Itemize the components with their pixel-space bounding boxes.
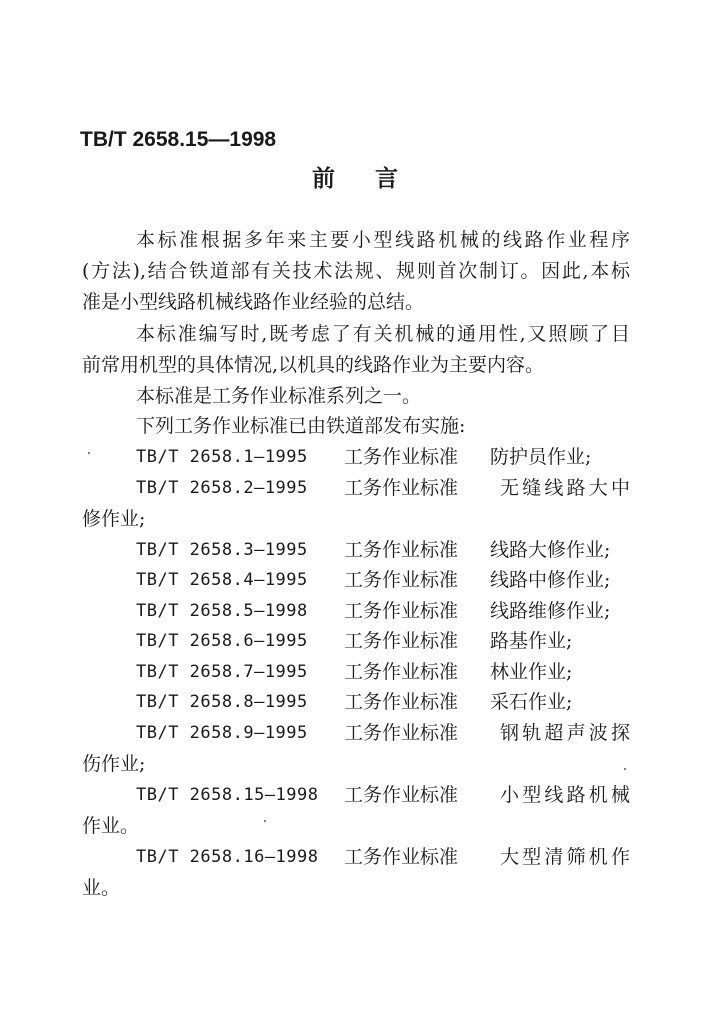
standard-entry-code: TB/T 2658.7—1995 <box>136 662 308 682</box>
standard-entry-10-continuation: 作业。 <box>82 815 140 837</box>
standard-entry-code: TB/T 2658.1—1995 <box>136 447 308 467</box>
standard-entry-code: TB/T 2658.15—1998 <box>136 785 319 805</box>
standard-entry-title: 小型线路机械 <box>500 784 630 806</box>
scan-speck <box>88 452 90 454</box>
standard-entry-title: 线路大修作业; <box>490 539 611 561</box>
standard-entry-2-continuation: 修作业; <box>82 508 146 530</box>
paragraph-1-line-1: 本标准根据多年来主要小型线路机械的线路作业程序 <box>136 229 630 251</box>
paragraph-1-line-3: 准是小型线路机械线路作业经验的总结。 <box>82 291 425 313</box>
paragraph-2-line-2: 前常用机型的具体情况,以机具的线路作业为主要内容。 <box>82 354 545 376</box>
standard-entry-title: 线路维修作业; <box>490 600 611 622</box>
standard-entry-title: 林业作业; <box>490 661 573 683</box>
standard-entry-category: 工务作业标准 <box>344 691 459 713</box>
paragraph-1-line-2: (方法),结合铁道部有关技术法规、规则首次制订。因此,本标 <box>82 260 630 282</box>
standard-entry-code: TB/T 2658.4—1995 <box>136 570 308 590</box>
standard-entry-title: 路基作业; <box>490 630 573 652</box>
scan-speck <box>264 820 266 822</box>
standard-entry-title: 线路中修作业; <box>490 569 611 591</box>
standard-entry-code: TB/T 2658.8—1995 <box>136 692 308 712</box>
standard-entry-category: 工务作业标准 <box>344 846 459 868</box>
standard-entry-category: 工务作业标准 <box>344 784 459 806</box>
standard-entry-title: 钢轨超声波探 <box>500 722 630 744</box>
standard-entry-category: 工务作业标准 <box>344 600 459 622</box>
standard-entry-category: 工务作业标准 <box>344 661 459 683</box>
standard-entry-title: 采石作业; <box>490 691 573 713</box>
standard-entry-category: 工务作业标准 <box>344 446 459 468</box>
standard-entry-code: TB/T 2658.5—1998 <box>136 601 308 621</box>
standard-entry-11-continuation: 业。 <box>82 877 121 899</box>
standard-entry-code: TB/T 2658.3—1995 <box>136 540 308 560</box>
standard-entry-9-continuation: 伤作业; <box>82 753 146 775</box>
scan-speck <box>624 768 626 770</box>
standard-entry-category: 工务作业标准 <box>344 630 459 652</box>
standard-entry-title: 防护员作业; <box>490 446 592 468</box>
standard-entry-code: TB/T 2658.2—1995 <box>136 478 308 498</box>
paragraph-3: 本标准是工务作业标准系列之一。 <box>136 385 422 407</box>
page-title: 前言 <box>312 166 438 192</box>
standard-entry-code: TB/T 2658.9—1995 <box>136 723 308 743</box>
standard-entry-category: 工务作业标准 <box>344 569 459 591</box>
standard-entry-title: 大型清筛机作 <box>500 846 630 868</box>
paragraph-2-line-1: 本标准编写时,既考虑了有关机械的通用性,又照顾了目 <box>136 323 630 345</box>
standard-code: TB/T 2658.15—1998 <box>80 128 277 151</box>
standard-entry-category: 工务作业标准 <box>344 477 459 499</box>
paragraph-4: 下列工务作业标准已由铁道部发布实施: <box>136 415 466 437</box>
standard-entry-category: 工务作业标准 <box>344 539 459 561</box>
standard-entry-code: TB/T 2658.6—1995 <box>136 631 308 651</box>
standard-entry-code: TB/T 2658.16—1998 <box>136 847 319 867</box>
standard-entry-category: 工务作业标准 <box>344 722 459 744</box>
standard-entry-title: 无缝线路大中 <box>500 477 630 499</box>
